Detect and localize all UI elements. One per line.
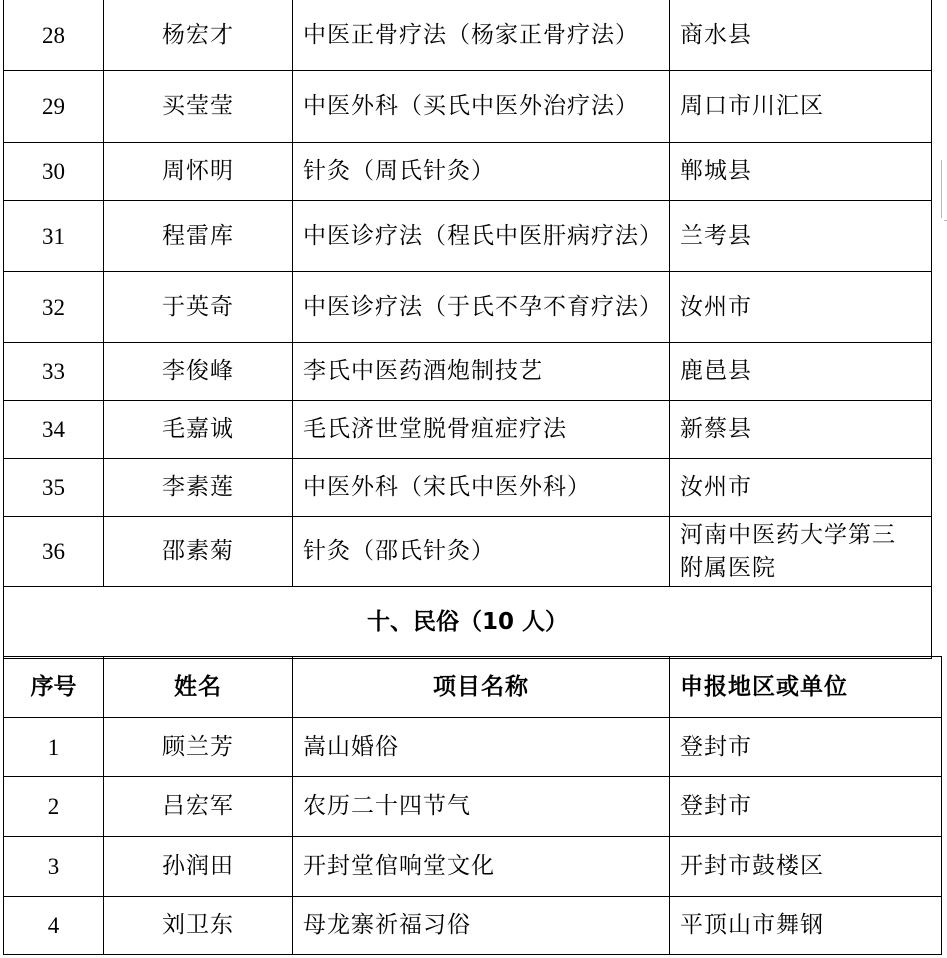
section-title: 十、民俗（10 人） [4, 587, 932, 659]
region-name: 周口市川汇区 [670, 71, 932, 143]
region-name: 开封市鼓楼区 [670, 837, 942, 897]
table-row [4, 459, 932, 517]
project-name: 中医外科（宋氏中医外科） [293, 459, 670, 517]
row-number: 4 [4, 897, 104, 955]
header-name: 姓名 [104, 657, 293, 718]
region-name: 登封市 [670, 777, 942, 837]
region-name: 兰考县 [670, 201, 932, 272]
person-name: 杨宏才 [104, 0, 293, 71]
project-name: 中医诊疗法（程氏中医肝病疗法） [293, 201, 670, 272]
header-region: 申报地区或单位 [670, 657, 942, 718]
region-name: 平顶山市舞钢 [670, 897, 942, 955]
project-name: 农历二十四节气 [293, 777, 670, 837]
project-name: 中医正骨疗法（杨家正骨疗法） [293, 0, 670, 71]
table-row [4, 343, 932, 401]
project-name: 开封堂倌响堂文化 [293, 837, 670, 897]
table-row [4, 143, 932, 201]
table-row [4, 777, 942, 837]
row-number: 28 [4, 0, 104, 71]
person-name: 毛嘉诚 [104, 401, 293, 459]
project-name: 针灸（周氏针灸） [293, 143, 670, 201]
table-row [4, 0, 932, 71]
table-row [4, 71, 932, 143]
table-row [4, 201, 932, 272]
row-number: 30 [4, 143, 104, 201]
row-number: 33 [4, 343, 104, 401]
row-number: 36 [4, 517, 104, 587]
table-header-row [4, 657, 942, 718]
row-number: 31 [4, 201, 104, 272]
heritage-table-medicine [3, 0, 932, 659]
region-name: 商水县 [670, 0, 932, 71]
row-number: 32 [4, 272, 104, 343]
project-name: 嵩山婚俗 [293, 718, 670, 777]
person-name: 买莹莹 [104, 71, 293, 143]
region-name: 鹿邑县 [670, 343, 932, 401]
row-number: 34 [4, 401, 104, 459]
table-row [4, 401, 932, 459]
region-name: 汝州市 [670, 459, 932, 517]
region-name: 河南中医药大学第三附属医院 [670, 517, 932, 587]
project-name: 母龙寨祈福习俗 [293, 897, 670, 955]
project-name: 针灸（邵氏针灸） [293, 517, 670, 587]
person-name: 吕宏军 [104, 777, 293, 837]
project-name: 中医诊疗法（于氏不孕不育疗法） [293, 272, 670, 343]
project-name: 李氏中医药酒炮制技艺 [293, 343, 670, 401]
row-number: 35 [4, 459, 104, 517]
project-name: 毛氏济世堂脱骨疽症疗法 [293, 401, 670, 459]
region-name: 新蔡县 [670, 401, 932, 459]
header-project: 项目名称 [293, 657, 670, 718]
heritage-table-folk-custom [3, 656, 942, 955]
person-name: 刘卫东 [104, 897, 293, 955]
person-name: 周怀明 [104, 143, 293, 201]
row-number: 3 [4, 837, 104, 897]
person-name: 于英奇 [104, 272, 293, 343]
table-row [4, 272, 932, 343]
person-name: 邵素菊 [104, 517, 293, 587]
table-row [4, 718, 942, 777]
row-number: 29 [4, 71, 104, 143]
region-name: 登封市 [670, 718, 942, 777]
section-heading-row [4, 587, 932, 659]
row-number: 1 [4, 718, 104, 777]
table-row [4, 897, 942, 955]
project-name: 中医外科（买氏中医外治疗法） [293, 71, 670, 143]
person-name: 李俊峰 [104, 343, 293, 401]
person-name: 孙润田 [104, 837, 293, 897]
person-name: 李素莲 [104, 459, 293, 517]
header-number: 序号 [4, 657, 104, 718]
person-name: 顾兰芳 [104, 718, 293, 777]
person-name: 程雷库 [104, 201, 293, 272]
region-name: 郸城县 [670, 143, 932, 201]
region-name: 汝州市 [670, 272, 932, 343]
row-number: 2 [4, 777, 104, 837]
table-row [4, 837, 942, 897]
table-row [4, 517, 932, 587]
